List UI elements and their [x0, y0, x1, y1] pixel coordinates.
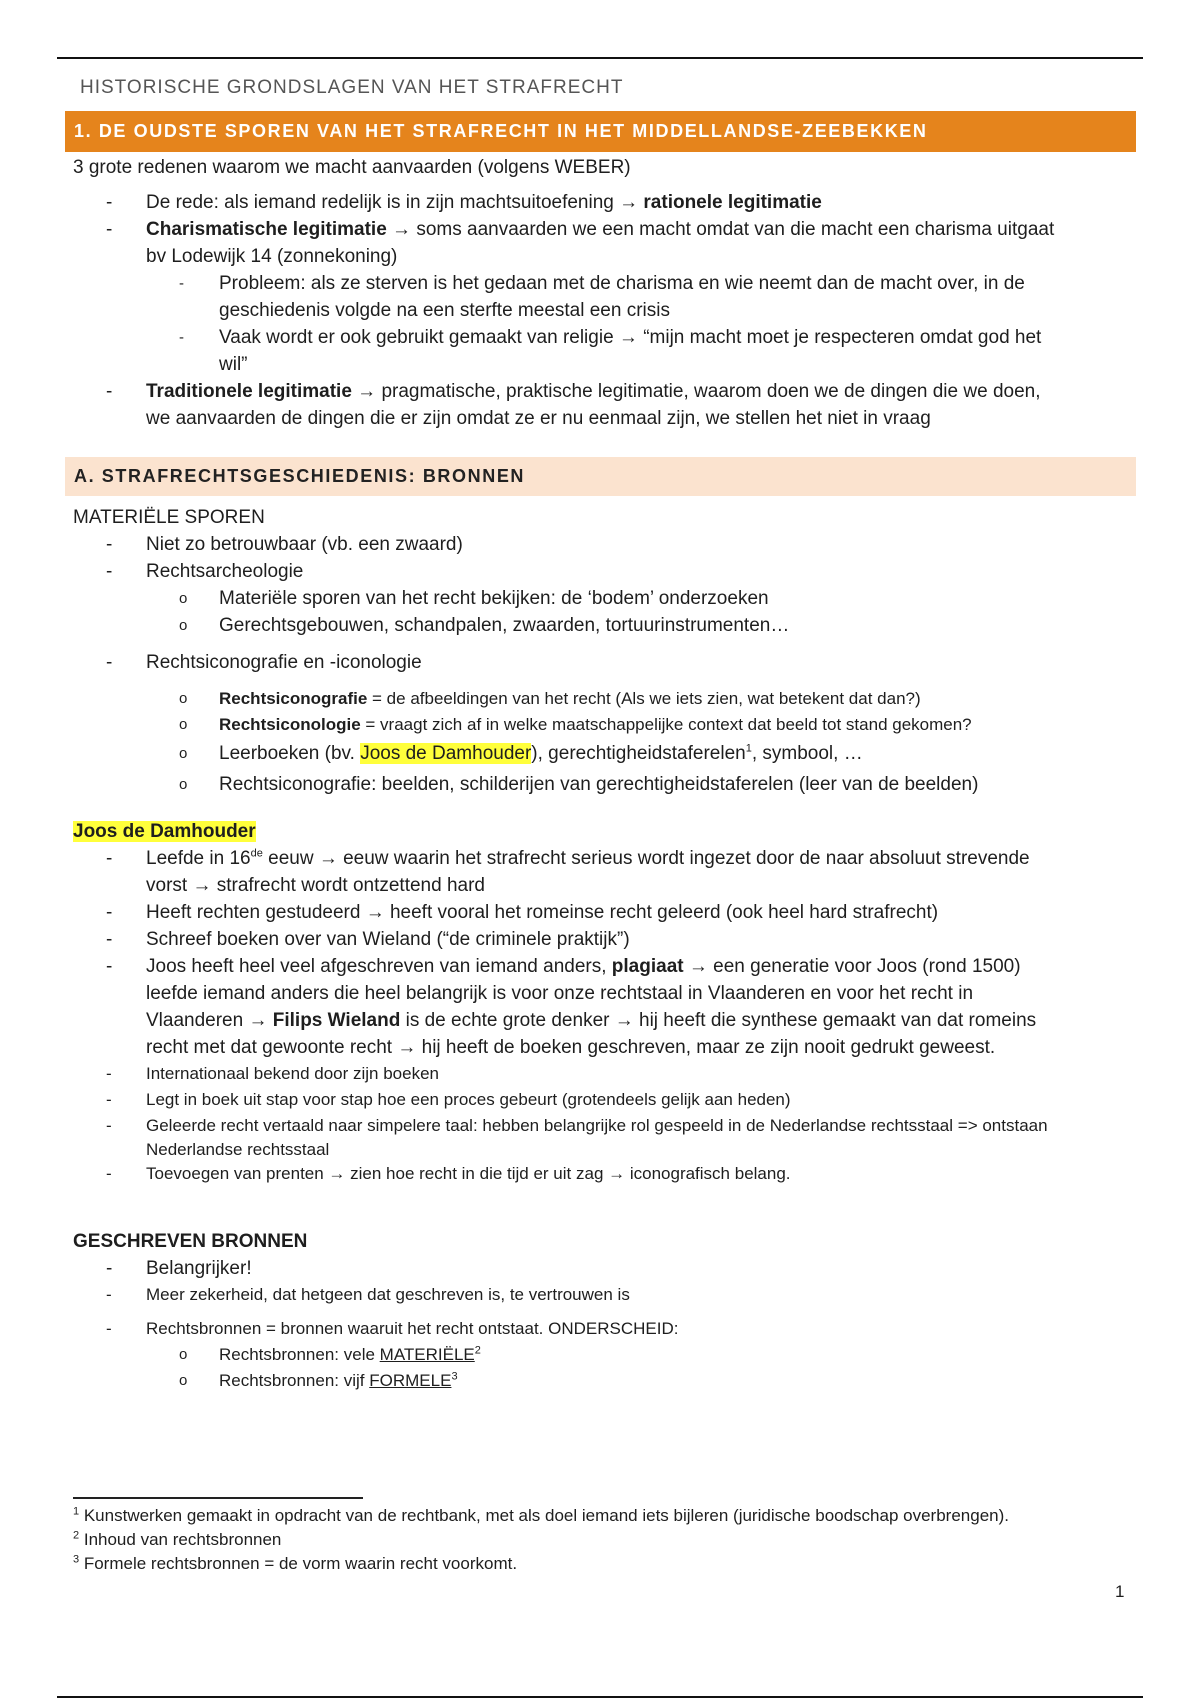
section-a-heading: A. STRAFRECHTSGESCHIEDENIS: BRONNEN — [65, 457, 1136, 496]
materiele-sporen-title: MATERIËLE SPOREN — [73, 507, 265, 528]
materiele-sporen-block — [73, 504, 1138, 800]
footnote-ref: 3 — [451, 1370, 458, 1383]
footnote-3: $^3$ Formele rechtsbronnen = de vorm waarin recht voorkomt. — [73, 1553, 518, 1573]
running-header: HISTORISCHE GRONDSLAGEN VAN HET STRAFRECHT — [80, 77, 624, 98]
intro-line: 3 grote redenen waarom we macht aanvaarden (volgens WEBER) — [73, 157, 631, 178]
list-item: - Rechtsarcheologie — [106, 561, 304, 582]
list-item-continuation: we aanvaarden de dingen die er zijn omdat ze er nu eenmaal zijn, we stellen het niet in vraag — [146, 408, 931, 429]
footnote-1: $^1$ Kunstwerken gemaakt in opdracht van de rechtbank, met als doel iemand iets bijleren (juridische boodschap overbrengen). — [73, 1505, 1009, 1525]
sub-list-item: - Vaak wordt er ook gebruikt gemaakt van religie → “mijn macht moet je respecteren omdat god het — [179, 327, 1042, 348]
sub-list-item: o Rechtsiconografie = de afbeeldingen van het recht (Als we iets zien, wat betekent dat dan?) — [179, 689, 921, 708]
sub-list-item: o Gerechtsgebouwen, schandpalen, zwaarden, tortuurinstrumenten… — [179, 615, 790, 636]
list-item-continuation: Vlaanderen → Filips Wieland is de echte grote denker → hij heeft die synthese gemaakt van dat romeins — [146, 1010, 1037, 1031]
list-item: - De rede: als iemand redelijk is in zijn machtsuitoefening → rationele legitimatie — [106, 192, 822, 213]
section-1-body — [73, 154, 1138, 432]
geschreven-bronnen-block — [73, 1228, 1138, 1394]
section-1-heading: 1. DE OUDSTE SPOREN VAN HET STRAFRECHT IN HET MIDDELLANDSE-ZEEBEKKEN — [65, 111, 1136, 152]
list-item: - Rechtsiconografie en -iconologie — [106, 652, 422, 673]
highlighted-name: Joos de Damhouder — [360, 743, 532, 764]
list-item-continuation: leefde iemand anders die heel belangrijk is voor onze rechtstaal in Vlaanderen en voor het recht in — [146, 983, 974, 1004]
sub-list-item-continuation: geschiedenis volgde na een sterfte meestal een crisis — [219, 300, 670, 321]
list-item: - Heeft rechten gestudeerd → heeft vooral het romeinse recht geleerd (ook heel hard strafrecht) — [106, 902, 939, 923]
list-item: - Charismatische legitimatie → soms aanvaarden we een macht omdat van die macht een charisma uitgaat — [106, 219, 1055, 240]
sub-list-item: o Rechtsiconologie = vraagt zich af in welke maatschappelijke context dat beeld tot stand gekomen? — [179, 715, 972, 734]
list-item: - Schreef boeken over van Wieland (“de criminele praktijk”) — [106, 929, 630, 950]
list-item-continuation: vorst → strafrecht wordt ontzettend hard — [146, 875, 485, 896]
page-number: 1 — [1115, 1582, 1125, 1601]
sub-list-item-continuation: wil” — [219, 354, 248, 375]
joos-title: Joos de Damhouder — [73, 821, 256, 842]
footnote-ref: 2 — [474, 1344, 481, 1357]
list-item: - Rechtsbronnen = bronnen waaruit het recht ontstaat. ONDERSCHEID: — [106, 1319, 679, 1338]
sub-list-item: o Leerboeken (bv. Joos de Damhouder), gerechtigheidstaferelen$^1$, symbool, … — [179, 742, 863, 764]
top-rule — [57, 57, 1143, 59]
list-item: - Niet zo betrouwbaar (vb. een zwaard) — [106, 534, 463, 555]
list-item-continuation: bv Lodewijk 14 (zonnekoning) — [146, 246, 398, 267]
sub-list-item: o Rechtsbronnen: vijf FORMELE$^3$ — [179, 1370, 458, 1390]
list-item: - Legt in boek uit stap voor stap hoe een proces gebeurt (grotendeels gelijk aan heden) — [106, 1090, 791, 1109]
joos-block — [73, 818, 1138, 1187]
footnote-separator — [73, 1497, 363, 1499]
sub-list-item: - Probleem: als ze sterven is het gedaan met de charisma en wie neemt dan de macht over, in de — [179, 273, 1025, 294]
list-item: - Meer zekerheid, dat hetgeen dat geschreven is, te vertrouwen is — [106, 1285, 630, 1304]
footnote-ref: 1 — [745, 742, 752, 755]
bottom-rule — [57, 1696, 1143, 1698]
list-item: - Joos heeft heel veel afgeschreven van iemand anders, plagiaat → een generatie voor Joos (rond 1500) — [106, 956, 1021, 977]
list-item: - Toevoegen van prenten → zien hoe recht in die tijd er uit zag → iconografisch belang. — [106, 1164, 791, 1183]
list-item-continuation: recht met dat gewoonte recht → hij heeft de boeken geschreven, maar ze zijn nooit gedrukt geweest. — [146, 1037, 996, 1058]
list-item-continuation: Nederlandse rechtsstaal — [146, 1140, 330, 1159]
footnote-2: $^2$ Inhoud van rechtsbronnen — [73, 1529, 282, 1549]
sub-list-item: o Rechtsbronnen: vele MATERIËLE$^2$ — [179, 1344, 481, 1364]
sub-list-item: o Materiële sporen van het recht bekijken: de ‘bodem’ onderzoeken — [179, 588, 769, 609]
list-item: - Belangrijker! — [106, 1258, 252, 1279]
sub-list-item: o Rechtsiconografie: beelden, schilderijen van gerechtigheidstaferelen (leer van de beelden) — [179, 774, 979, 795]
geschreven-bronnen-title: GESCHREVEN BRONNEN — [73, 1231, 308, 1252]
list-item: - Geleerde recht vertaald naar simpelere taal: hebben belangrijke rol gespeeld in de Nederlandse rechtsstaal => ontstaan — [106, 1116, 1048, 1135]
list-item: - Leefde in 16de eeuw → eeuw waarin het strafrecht serieus wordt ingezet door de naar absoluut strevende — [106, 847, 1030, 869]
list-item: - Traditionele legitimatie → pragmatische, praktische legitimatie, waarom doen we de dingen die we doen, — [106, 381, 1041, 402]
list-item: - Internationaal bekend door zijn boeken — [106, 1064, 439, 1083]
